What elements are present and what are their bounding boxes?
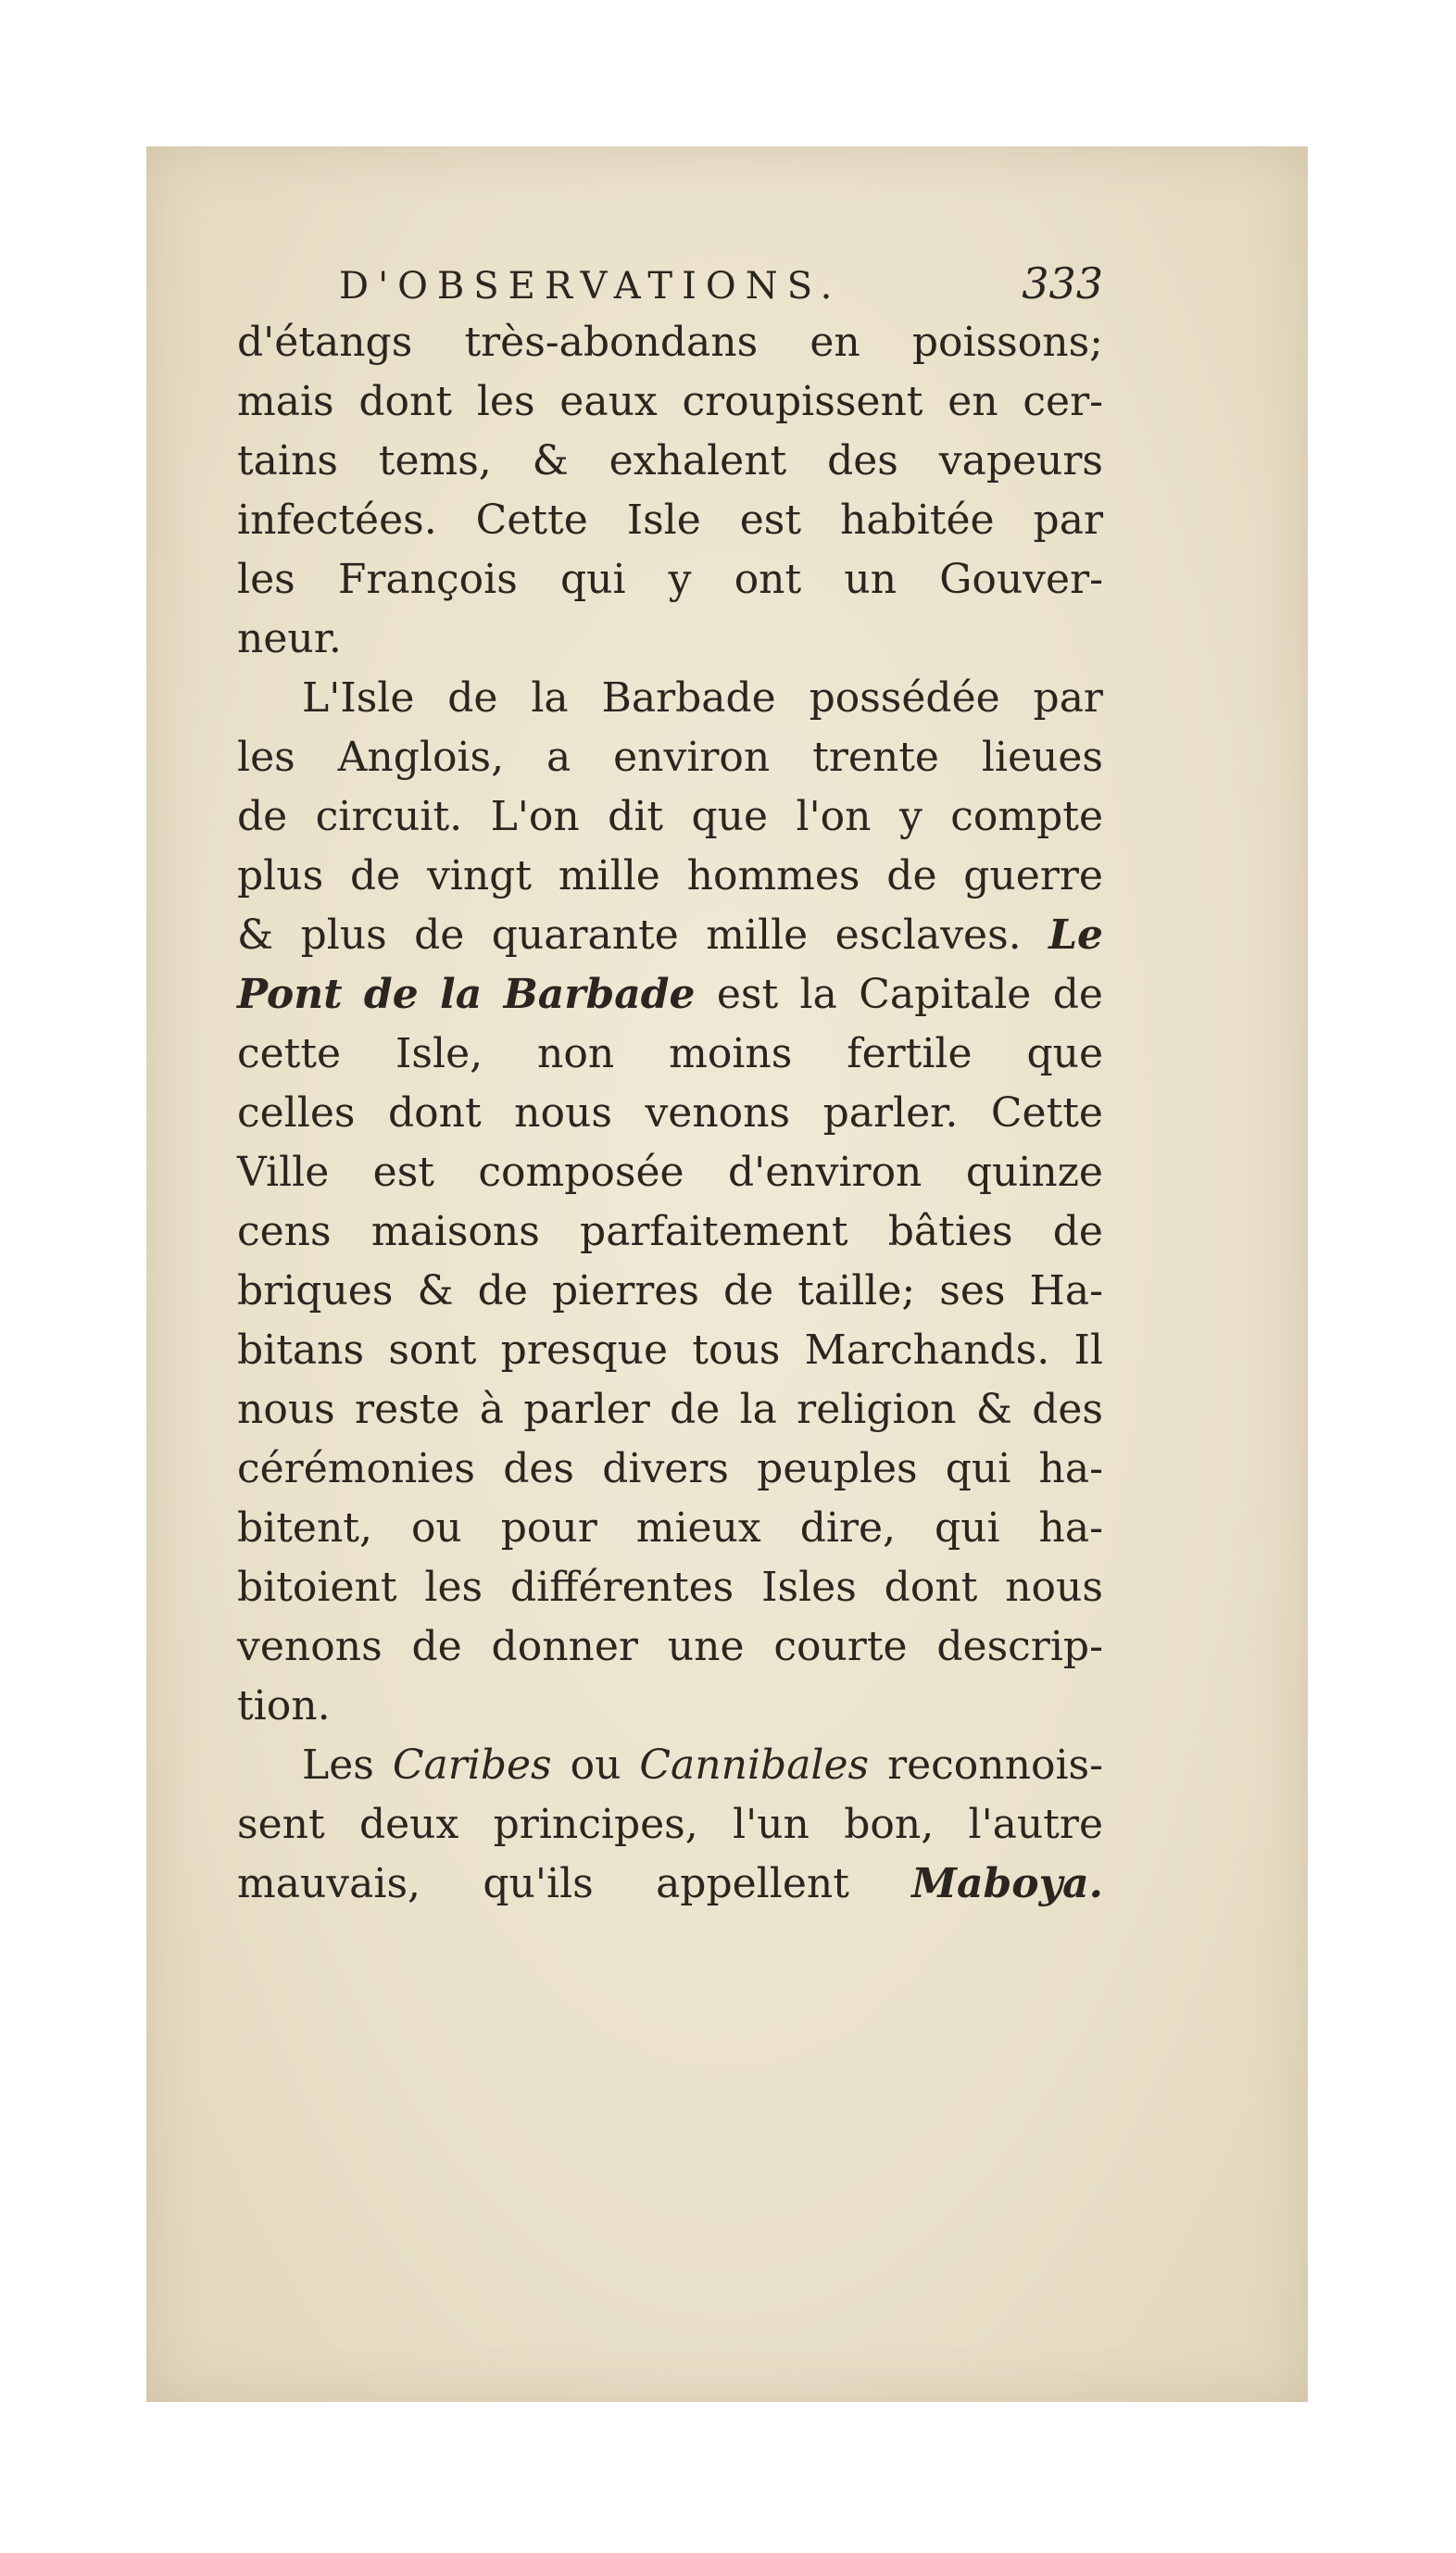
word: ont (734, 556, 802, 603)
word: esclaves. (835, 912, 1022, 959)
word: environ (613, 734, 771, 781)
word: peuples (757, 1445, 918, 1492)
word: mille (706, 912, 809, 959)
word: Cannibales (639, 1742, 870, 1789)
word: bâties (887, 1208, 1013, 1255)
word: y (668, 556, 692, 603)
book-page (146, 146, 1308, 2402)
word: l'autre (968, 1801, 1103, 1848)
word: les (237, 734, 295, 781)
word: Isle, (395, 1030, 483, 1077)
word: vingt (426, 852, 533, 899)
text-line (237, 1795, 1103, 1855)
word: habitée (840, 497, 995, 544)
word: Ville (237, 1149, 330, 1196)
text-line (237, 1855, 1103, 1914)
word: sont (388, 1327, 477, 1374)
word: de (886, 852, 937, 899)
word: a (546, 734, 571, 781)
text-line (237, 1677, 1103, 1736)
word: parler. (822, 1089, 959, 1137)
word: dont (387, 1089, 482, 1137)
text-line (237, 728, 1103, 787)
word: trente (812, 734, 939, 781)
word: circuit. (315, 793, 463, 840)
text-line (237, 1025, 1103, 1084)
text-line (237, 847, 1103, 906)
word: des (503, 1445, 574, 1492)
word: parler (523, 1386, 650, 1433)
text-line (237, 1380, 1103, 1440)
word: pierres (551, 1267, 699, 1314)
word: de (411, 1623, 462, 1670)
word: plus (237, 852, 324, 899)
word: tous (692, 1327, 781, 1374)
word: croupissent (682, 378, 923, 425)
word: que (1026, 1030, 1103, 1077)
word: donner (491, 1623, 638, 1670)
word: reconnois- (887, 1742, 1103, 1789)
word: est (716, 971, 779, 1018)
word: de (722, 1267, 774, 1314)
word: L'on (490, 793, 580, 840)
word: d'étangs (237, 319, 413, 366)
word: par (1033, 674, 1103, 722)
word: Isles (761, 1564, 857, 1611)
word: dont (884, 1564, 978, 1611)
word: parfaitement (580, 1208, 848, 1255)
word: les (424, 1564, 483, 1611)
word: maisons (370, 1208, 540, 1255)
word: Cette (990, 1089, 1103, 1137)
word: principes, (493, 1801, 698, 1848)
word: guerre (963, 852, 1103, 899)
word: Les (302, 1742, 374, 1789)
text-line (237, 1321, 1103, 1380)
word: bitent, (237, 1504, 372, 1552)
word: poissons; (911, 319, 1103, 366)
word: Pont (237, 971, 343, 1018)
text-line (237, 550, 1103, 610)
word: les (476, 378, 535, 425)
word: tems, (378, 437, 492, 484)
word: de (447, 674, 498, 722)
word: & (975, 1386, 1012, 1433)
word: exhalent (609, 437, 787, 484)
word: cérémonies (237, 1445, 475, 1492)
text-line (237, 313, 1103, 372)
word: mille (558, 852, 660, 899)
word: différentes (510, 1564, 734, 1611)
word: ou (570, 1742, 621, 1789)
word: nous (1005, 1564, 1103, 1611)
word: appellent (656, 1860, 849, 1907)
text-line (237, 1202, 1103, 1262)
word: L'Isle (302, 674, 415, 722)
word: bitans (237, 1327, 365, 1374)
word: deux (358, 1801, 459, 1848)
word: de (1052, 1208, 1103, 1255)
text-line (237, 669, 1103, 728)
word: tains (237, 437, 338, 484)
word: pour (500, 1504, 597, 1552)
text-block (237, 254, 1103, 1914)
text-line (237, 1440, 1103, 1499)
word: venons (237, 1623, 383, 1670)
word: Cette (475, 497, 588, 544)
word: fertile (847, 1030, 973, 1077)
word: Barbade (503, 971, 696, 1018)
word: par (1033, 497, 1103, 544)
word: taille; (797, 1267, 916, 1314)
word: tion. (237, 1682, 331, 1729)
word: neur. (237, 615, 342, 662)
word: de (477, 1267, 528, 1314)
word: un (844, 556, 897, 603)
word: infectées. (237, 497, 437, 544)
word: dit (608, 793, 664, 840)
word: Isle (626, 497, 701, 544)
text-line (237, 1262, 1103, 1321)
text-line (237, 965, 1103, 1025)
word: cens (237, 1208, 332, 1255)
word: les (237, 556, 295, 603)
word: de (670, 1386, 721, 1433)
word: & (532, 437, 569, 484)
word: venons (645, 1089, 791, 1137)
word: quarante (491, 912, 679, 959)
word: des (1032, 1386, 1103, 1433)
word: des (827, 437, 898, 484)
word: qui (559, 556, 626, 603)
word: cette (237, 1030, 342, 1077)
word: moins (669, 1030, 793, 1077)
text-line (237, 1084, 1103, 1143)
word: courte (773, 1623, 908, 1670)
word: ou (410, 1504, 462, 1552)
word: composée (478, 1149, 684, 1196)
word: mauvais, (237, 1860, 421, 1907)
word: possédée (809, 674, 1000, 722)
running-head (237, 254, 1103, 313)
word: hommes (686, 852, 860, 899)
word: qui (934, 1504, 1000, 1552)
word: François (337, 556, 518, 603)
text-line (237, 787, 1103, 847)
word: la (739, 1386, 777, 1433)
text-line (237, 1499, 1103, 1558)
word: Anglois, (337, 734, 505, 781)
word: d'environ (727, 1149, 923, 1196)
word: l'un (733, 1801, 810, 1848)
word: bitoient (237, 1564, 397, 1611)
word: eaux (559, 378, 658, 425)
word: mieux (635, 1504, 761, 1552)
word: très-abondans (464, 319, 759, 366)
word: l'on (796, 793, 872, 840)
word: reste (355, 1386, 460, 1433)
word: presque (500, 1327, 669, 1374)
text-line (237, 491, 1103, 550)
word: vapeurs (938, 437, 1103, 484)
text-line (237, 1617, 1103, 1677)
body-text (237, 313, 1103, 1914)
text-line (237, 1558, 1103, 1617)
word: religion (797, 1386, 957, 1433)
word: Barbade (601, 674, 776, 722)
word: Marchands. (804, 1327, 1050, 1374)
text-line (237, 432, 1103, 491)
running-title: D'OBSERVATIONS. (339, 265, 842, 308)
word: celles (237, 1089, 356, 1137)
word: en (948, 378, 998, 425)
word: divers (602, 1445, 729, 1492)
word: en (810, 319, 860, 366)
word: de (349, 852, 401, 899)
word: cer- (1023, 378, 1103, 425)
word: nous (514, 1089, 612, 1137)
word: qu'ils (483, 1860, 594, 1907)
word: Ha- (1029, 1267, 1103, 1314)
word: Il (1073, 1327, 1103, 1374)
word: dont (358, 378, 453, 425)
word: dire, (799, 1504, 896, 1552)
word: une (667, 1623, 745, 1670)
word: Capitale (859, 971, 1032, 1018)
word: compte (950, 793, 1103, 840)
word: la (531, 674, 569, 722)
word: qui (945, 1445, 1011, 1492)
word: ha- (1038, 1504, 1103, 1552)
text-line (237, 906, 1103, 965)
word: Caribes (392, 1742, 552, 1789)
word: la (799, 971, 837, 1018)
word: quinze (965, 1149, 1103, 1196)
word: lieues (981, 734, 1103, 781)
word: Maboya. (911, 1860, 1103, 1907)
word: la (440, 971, 483, 1018)
word: ha- (1038, 1445, 1103, 1492)
word: y (898, 793, 923, 840)
word: que (691, 793, 769, 840)
word: & (417, 1267, 454, 1314)
text-line (237, 1143, 1103, 1202)
word: ses (939, 1267, 1006, 1314)
word: plus (300, 912, 387, 959)
word: non (537, 1030, 615, 1077)
word: est (739, 497, 802, 544)
word: & (237, 912, 274, 959)
word: sent (237, 1801, 325, 1848)
word: descrip- (936, 1623, 1103, 1670)
word: de (414, 912, 465, 959)
word: Gouver- (939, 556, 1103, 603)
text-line (237, 610, 1103, 669)
word: de (363, 971, 419, 1018)
text-line (237, 1736, 1103, 1795)
word: de (1052, 971, 1103, 1018)
word: briques (237, 1267, 394, 1314)
word: de (237, 793, 288, 840)
page-number: 333 (1022, 258, 1103, 308)
word: bon, (844, 1801, 935, 1848)
word: Le (1048, 912, 1103, 959)
word: est (372, 1149, 434, 1196)
word: mais (237, 378, 334, 425)
text-line (237, 372, 1103, 432)
word: nous (237, 1386, 335, 1433)
word: à (479, 1386, 504, 1433)
